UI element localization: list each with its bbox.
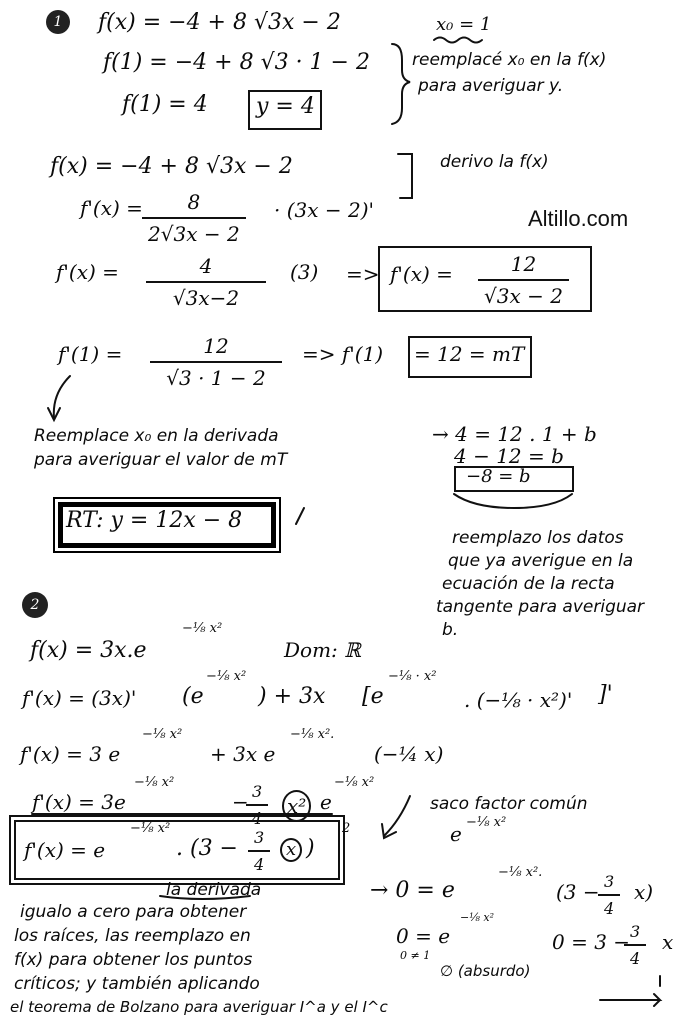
p2-d3-x2: x² [282, 790, 311, 822]
p2-d3-exp2: −⅛ x² [334, 775, 375, 790]
y-box-text: y = 4 [256, 94, 315, 119]
p2-box-x: x [280, 838, 302, 862]
p2-eq3-frac-den: 4 [630, 949, 641, 968]
note6-line4: f(x) para obtener los puntos [14, 950, 253, 970]
note4-line4: tangente para averiguar [436, 597, 645, 617]
p2-d1-e: ]' [598, 682, 613, 707]
p2-box-frac-den: 4 [254, 855, 265, 874]
note1-line2: para averiguar y. [418, 76, 564, 96]
note3-line1: Reemplace x₀ en la derivada [34, 426, 279, 446]
note5b: e [450, 822, 462, 846]
deriv3-box-lhs: f'(x) = [390, 262, 453, 286]
p2-d1-d: . (−⅛ · x²)' [464, 688, 573, 712]
p2-d3-exp: −⅛ x² [134, 775, 175, 790]
p2-d1-lhs: f'(x) = (3x)' [22, 686, 137, 710]
p2-eq3: 0 = 3 − [552, 930, 631, 954]
p2-d2-exp2: −⅛ x². [290, 727, 335, 742]
p2-eq1-end: x) [634, 880, 654, 904]
p2-box-sq: 2 [342, 821, 351, 836]
calc3-text: −8 = b [466, 466, 531, 487]
note5: saco factor común [430, 794, 588, 814]
problem2-badge: 2 [22, 592, 48, 618]
p2-d2-lhs: f'(x) = 3 e [20, 742, 121, 766]
p2-dom: Dom: ℝ [284, 638, 361, 662]
arrow1: => [346, 262, 380, 286]
note6-line5: críticos; y también aplicando [14, 974, 260, 994]
p2-d2-mid: + 3x e [210, 742, 276, 766]
p2-d1-a-exp: −⅛ x² [206, 669, 247, 684]
calc1: → 4 = 12 . 1 + b [432, 422, 597, 446]
deriv2-lhs: f'(x) = [80, 196, 143, 220]
note5b-exp: −⅛ x² [466, 815, 507, 830]
p2-box-frac-num: 3 [254, 828, 265, 847]
p2-d3-lhs: f'(x) = 3e [32, 790, 126, 814]
deriv3-den: √3x−2 [172, 286, 240, 310]
note3-line2: para averiguar el valor de mT [34, 450, 288, 470]
p2-eq2-exp: −⅛ x² [460, 911, 494, 924]
deriv3-num: 4 [199, 254, 213, 278]
deriv3-box-num: 12 [510, 252, 537, 276]
p2-fx: f(x) = 3x.e [30, 638, 147, 663]
note2: derivo la f(x) [440, 152, 549, 172]
p1-line1: f(x) = −4 + 8 √3x − 2 [98, 10, 341, 35]
eval-lhs: f'(1) = [58, 342, 123, 366]
rt-box-text: RT: y = 12x − 8 [66, 508, 243, 533]
p2-d1-a: (e [182, 684, 204, 709]
p2-eq1-frac-den: 4 [604, 899, 615, 918]
deriv3-lhs: f'(x) = [56, 260, 119, 284]
note6-line6: el teorema de Bolzano para averiguar I^a y el I^c [10, 998, 388, 1016]
p2-box-mid: . (3 − [176, 836, 238, 861]
eval-box-text: = 12 = mT [414, 342, 525, 366]
p2-absurdo: ∅ (absurdo) [440, 962, 531, 980]
note4-line2: que ya averigue en la [448, 551, 634, 571]
p2-eq2-sub: 0 ≠ 1 [400, 949, 431, 962]
deriv1: f(x) = −4 + 8 √3x − 2 [50, 154, 293, 179]
note6-line2: igualo a cero para obtener [20, 902, 247, 922]
p2-d3-frac-num: 3 [252, 782, 263, 801]
eval-den: √3 · 1 − 2 [166, 366, 266, 390]
p2-eq1-exp: −⅛ x². [498, 865, 543, 880]
p2-box-lhs: f'(x) = e [24, 838, 106, 862]
p2-eq3-frac-num: 3 [630, 922, 641, 941]
p2-eq1: → 0 = e [370, 878, 455, 903]
deriv2-den: 2√3x − 2 [148, 222, 240, 246]
note4-line1: reemplazo los datos [452, 528, 624, 548]
p2-box-end: ) [306, 836, 315, 861]
deriv2-rhs: · (3x − 2)' [274, 198, 375, 222]
p2-eq1-frac-num: 3 [604, 872, 615, 891]
p2-eq3-end: x [662, 930, 674, 954]
watermark: Altillo.com [528, 206, 629, 231]
p2-box-exp: −⅛ x² [130, 821, 171, 836]
p2-d3-mid: − [232, 790, 249, 814]
calc2: 4 − 12 = b [454, 444, 564, 468]
note6-line1: la derivada [166, 880, 262, 900]
p2-d3-e: e [320, 790, 332, 814]
p2-d1-c: [e [362, 684, 384, 709]
note4-line5: b. [442, 620, 459, 640]
p1-line2: f(1) = −4 + 8 √3 · 1 − 2 [103, 50, 370, 75]
note1-line1: reemplacé x₀ en la f(x) [412, 50, 607, 70]
deriv3-rhs: (3) [290, 260, 319, 284]
x0-label: x₀ = 1 [436, 14, 492, 35]
note6-line3: los raíces, las reemplazo en [14, 926, 251, 946]
eval-arrow: => f'(1) [302, 342, 384, 366]
p2-d2-exp: −⅛ x² [142, 727, 183, 742]
problem1-badge: 1 [46, 10, 70, 34]
p2-eq1-rhs: (3 − [556, 880, 600, 904]
note4-line3: ecuación de la recta [442, 574, 615, 594]
p2-d1-c-exp: −⅛ · x² [388, 669, 437, 684]
p2-d3-frac-den: 4 [252, 809, 263, 828]
p1-line3: f(1) = 4 [122, 92, 208, 117]
p2-d1-b: ) + 3x [258, 684, 326, 709]
p2-d2-rhs: (−¼ x) [374, 742, 444, 766]
eval-num: 12 [203, 334, 229, 358]
p2-fx-exp: −⅛ x² [182, 621, 223, 636]
p2-eq2: 0 = e [396, 924, 451, 948]
deriv3-box-den: √3x − 2 [484, 284, 563, 308]
deriv2-num: 8 [187, 190, 201, 214]
